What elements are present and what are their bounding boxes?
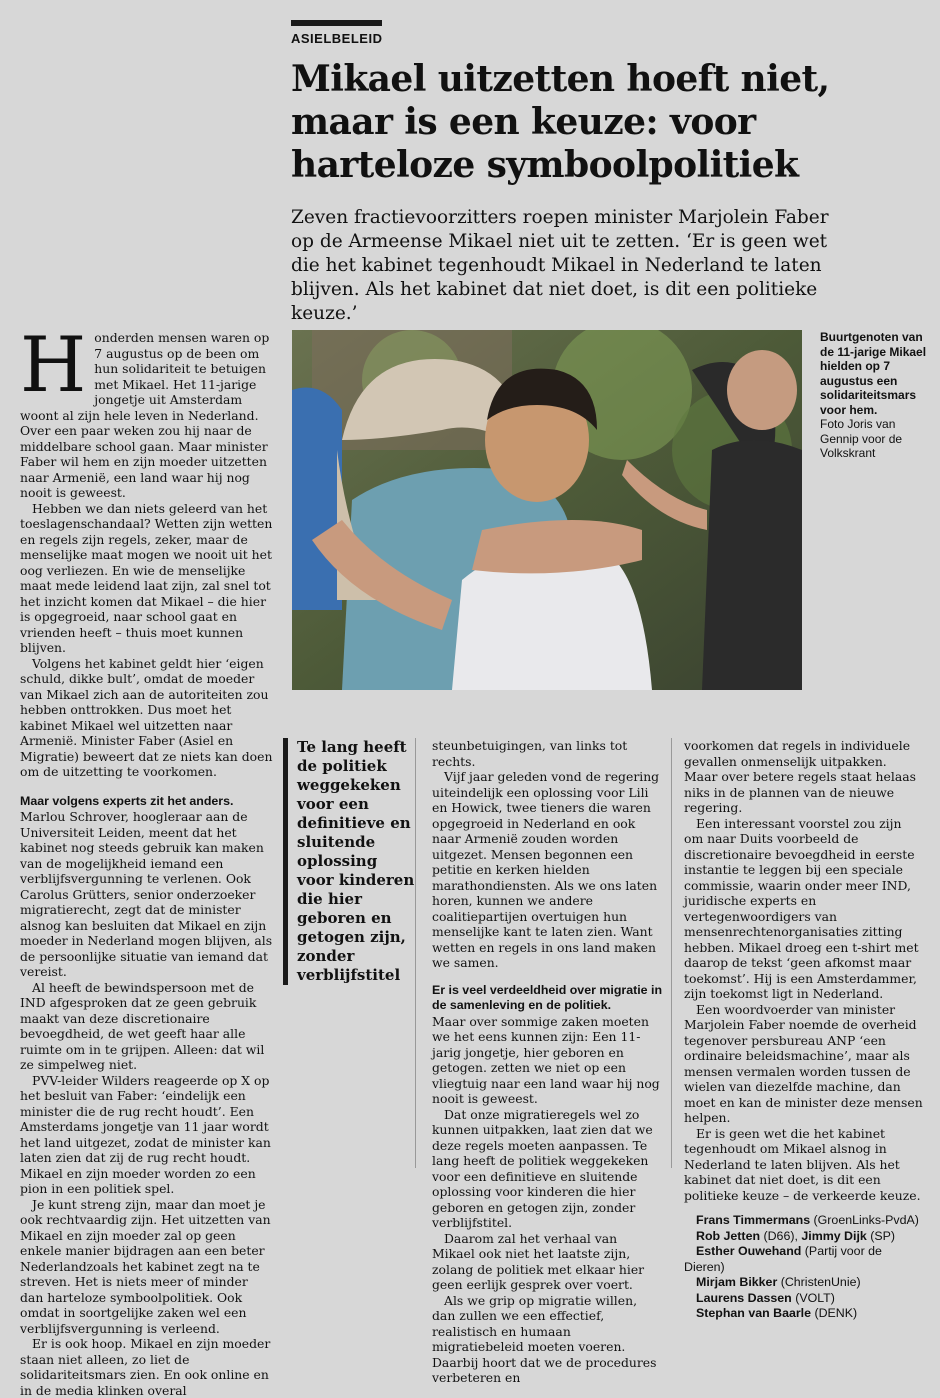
article-intro: Zeven fractievoorzitters roepen minister Marjolein Faber op de Armeense Mikael niet uit te zetten. ‘Er is geen wet die het kabinet tegenhoudt Mikael in Nederland te laten blijven. Als het kabinet dat niet doet, is dit een politieke keuze.’ — [291, 207, 829, 324]
signatory: Laurens Dassen (VOLT) — [696, 1290, 835, 1305]
article-photo — [292, 330, 802, 690]
subheading: Er is veel verdeeldheid over migratie in de samenleving en de politiek. — [432, 982, 663, 1012]
signatory: Stephan van Baarle (DENK) — [696, 1306, 858, 1320]
paragraph: Maar over sommige zaken moeten we het eens kunnen zijn: Een 11-jarig jongetje, hier geboren en getogen. zetten we niet op een vliegtuig naar een land waar hij nog nooit is geweest. — [432, 1013, 660, 1106]
article-column-4 — [684, 738, 924, 1322]
paragraph: Als we grip op migratie willen, dan zullen we een effectief, realistisch en humaan migratiebeleid moeten voeren. Daarbij hoort dat we de procedures verbeteren en — [432, 1292, 657, 1385]
section-rule — [291, 20, 382, 26]
subheading: Maar volgens experts zit het anders. — [20, 793, 234, 808]
paragraph: voorkomen dat regels in individuele gevallen onmenselijk uitpakken. Maar over betere regels staat helaas niks in de plannen van de nieuwe regering. — [684, 738, 916, 815]
signatories — [684, 1213, 924, 1322]
paragraph: Marlou Schrover, hoogleraar aan de Universiteit Leiden, meent dat het kabinet nog steeds gebruik kan maken van de mogelijkheid iemand een verblijfsvergunning te verlenen. Ook Carolus Grütters, senior onderzoeker migratierecht, zegt dat de minister alsnog kan besluiten dat Mikael en zijn moeder in Nederland mogen blijven, als de persoonlijke situatie van iemand dat vereist. — [20, 809, 273, 979]
paragraph: Er is ook hoop. Mikael en zijn moeder staan niet alleen, zo liet de solidariteitsmars zien. En ook online en in de media klinken overal — [20, 1336, 271, 1398]
article-column-1 — [20, 320, 275, 1398]
caption-credit: Foto Joris van Gennip voor de Volkskrant — [820, 417, 903, 460]
paragraph: Vijf jaar geleden vond de regering uiteindelijk een oplossing voor Lili en Howick, twee tieners die waren opgegroeid in Nederland en ook naar Armenië zouden worden uitgezet. Mensen begonnen een petitie en kerken hielden marathondiensten. Als we ons laten horen, kunnen we andere coalitiepartijen overtuigen hun menselijke kant te laten zien. Want wetten en regels in ons land maken we samen. — [432, 769, 660, 970]
paragraph: Dat onze migratieregels wel zo kunnen uitpakken, laat zien dat we deze regels moeten aanpassen. Te lang heeft de politiek weggekeken voor een definitieve en sluitende oplossing voor kinderen die hier geboren en getogen zijn, zonder verblijfstitel. — [432, 1106, 653, 1230]
drop-cap: H — [20, 320, 87, 409]
column-divider — [415, 738, 416, 1168]
paragraph: Al heeft de bewindspersoon met de IND afgesproken dat ze geen gebruik maakt van deze discretionaire bevoegdheid, de wet geeft haar alle ruimte om in te grijpen. Alleen: dat wil ze simpelweg niet. — [20, 979, 265, 1072]
paragraph: Je kunt streng zijn, maar dan moet je ook rechtvaardig zijn. Het uitzetten van Mikael en zijn moeder zal op geen enkele manier bijdragen aan een beter Nederlandzoals het kabinet zegt na te streven. Het is niets meer of minder dan harteloze symboolpolitiek. Ook omdat in soortgelijke zaken wel een verblijfsvergunning is verleend. — [20, 1196, 271, 1336]
signatory: Frans Timmermans (GroenLinks-PvdA) — [696, 1213, 919, 1227]
paragraph: Honderden mensen waren op 7 augustus op de been om hun solidariteit te betuigen met Mikael. Het 11-jarige jongetje uit Amsterdam woont al zijn hele leven in Nederland. Over een paar weken zou hij naar de middelbare school gaan. Maar minister Faber wil hem en zijn moeder uitzetten naar Armenië, een land waar hij nog nooit is geweest. — [20, 320, 270, 500]
paragraph: Een woordvoerder van minister Marjolein Faber noemde de overheid tegenover persbureau ANP ‘een ordinaire beleidsmachine’, maar als mensen vermalen worden tussen de wielen van diezelfde machine, dan moet en kan de minister deze mensen helpen. — [684, 1001, 923, 1125]
paragraph: PVV-leider Wilders reageerde op X op het besluit van Faber: ‘eindelijk een minister die de rug recht houdt’. Een Amsterdams jongetje van 11 jaar wordt het land uitgezet, zodat de minister kan laten zien dat zij de rug recht houdt. Mikael en zijn moeder worden zo een pion in een politiek spel. — [20, 1072, 271, 1196]
signatory: Rob Jetten (D66), Jimmy Dijk (SP) — [696, 1228, 896, 1243]
signatory: Mirjam Bikker (ChristenUnie) — [696, 1275, 861, 1289]
article-column-3 — [432, 738, 662, 1386]
article-headline: Mikael uitzetten hoeft niet, maar is een keuze: voor harteloze symboolpolitiek — [291, 58, 830, 186]
section-kicker: ASIELBELEID — [291, 31, 383, 46]
photo-caption — [820, 330, 932, 461]
paragraph: Volgens het kabinet geldt hier ‘eigen schuld, dikke bult’, omdat de moeder van Mikael zich aan de autoriteiten zou hebben onttrokken. Dus moet het kabinet Mikael wel uitzetten naar Armenië. Minister Faber (Asiel en Migratie) beweert dat ze niets kan doen om de uitzetting te voorkomen. — [20, 655, 273, 779]
paragraph: Daarom zal het verhaal van Mikael ook niet het laatste zijn, zolang de politiek met elkaar hier geen eerlijk gesprek over voert. — [432, 1230, 645, 1292]
paragraph: Een interessant voorstel zou zijn om naar Duits voorbeeld de discretionaire bevoegdheid in eerste instantie te leggen bij een speciale commissie, waarin onder meer IND, juridische experts en vertegenwoordigers van mensenrechtenorganisaties zitting hebben. Mikael droeg een t-shirt met daarop de tekst ‘geen afkomst maar toekomst’. Hij is een Amsterdammer, zijn toekomst ligt in Nederland. — [684, 815, 919, 1001]
pull-quote: Te lang heeft de politiek weggekeken voor een definitieve en sluitende oplossing voor kinderen die hier geboren en getogen zijn, zonder verblijfstitel — [283, 738, 417, 985]
paragraph: Hebben we dan niets geleerd van het toeslagenschandaal? Wetten zijn wetten en regels zijn regels, zeker, maar de menselijke maat mogen we nooit uit het oog verliezen. En wie de menselijke maat mede leidend laat zijn, zal snel tot het inzicht komen dat Mikael – die hier is opgegroeid, naar school gaat en vrienden heeft – thuis moet kunnen blijven. — [20, 500, 273, 655]
caption-text: Buurtgenoten van de 11-jarige Mikael hielden op 7 augustus een solidariteitsmars voor hem. — [820, 330, 927, 417]
paragraph: Er is geen wet die het kabinet tegenhoudt om Mikael alsnog in Nederland te laten blijven. Als het kabinet dat niet doet, is dit een politieke keuze – de verkeerde keuze. — [684, 1125, 921, 1203]
column-divider — [671, 738, 672, 1168]
signatory: Esther Ouwehand (Partij voor de Dieren) — [684, 1244, 882, 1274]
paragraph: steunbetuigingen, van links tot rechts. — [432, 738, 628, 769]
photo-hug-illustration — [292, 330, 802, 690]
